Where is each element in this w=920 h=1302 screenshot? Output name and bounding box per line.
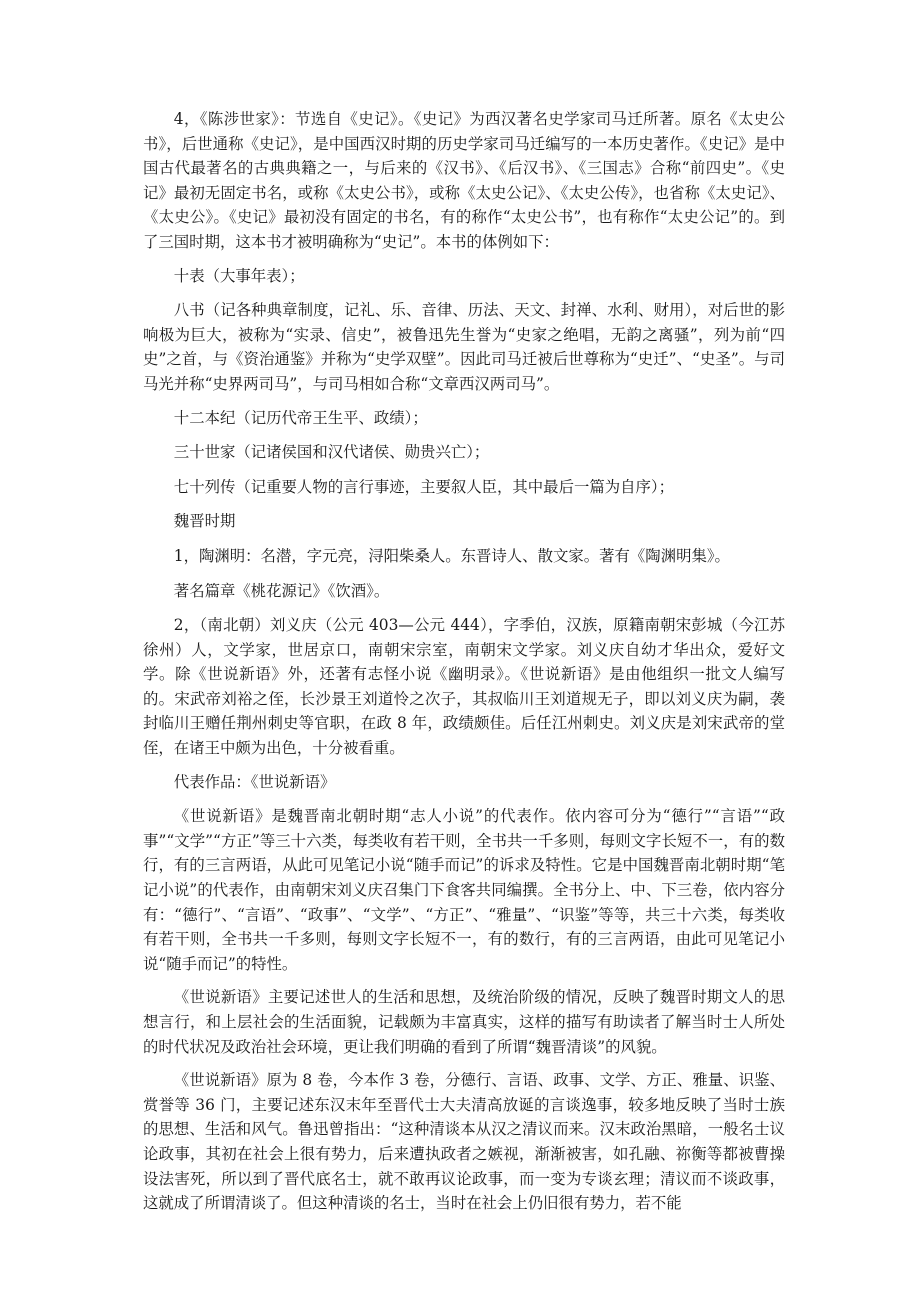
document-body [143, 107, 785, 1225]
paragraph-shi-biao: 十表（大事年表）； [173, 266, 305, 285]
paragraph-famous-works: 著名篇章《桃花源记》《饮酒》。 [173, 581, 390, 600]
paragraph-tao-yuanming: 1，陶渊明：名潜，字元亮，浔阳柴桑人。东晋诗人、散文家。著有《陶渊明集》。 [173, 546, 730, 565]
paragraph-shishuo-volumes: 《世说新语》原为 8 卷，今本作 3 卷，分德行、言语、政事、文学、方正、雅量、识鉴、赏誉等 36 门，主要记述东汉末年至晋代士大夫清高放诞的言谈逸事，较多地反映了当时士族的思想、生活和风气。鲁迅曾指出：“这种清谈本从汉之清议而来。汉末政治黑暗，一般名士议论政事，其初在社会上很有势力，后来遭执政者之嫉视，渐渐被害，如孔融、祢衡等都被曹操设法害死，所以到了晋代底名士，就不敢再议论政事，而一变为专谈玄理；清议而不谈政事，这就成了所谓清谈了。但这种清谈的名士，当时在社会上仍旧很有势力，若不能 [143, 1071, 785, 1213]
paragraph-ba-shu: 八书（记各种典章制度，记礼、乐、音律、历法、天文、封禅、水利、财用），对后世的影响极为巨大，被称为“实录、信史”，被鲁迅先生誉为“史家之绝唱，无韵之离骚”，列为前“四史”之首，与《资治通鉴》并称为“史学双壁”。因此司马迁被后世尊称为“史迁”、“史圣”。与司马光并称“史界两司马”，与司马相如合称“文章西汉两司马”。 [143, 301, 785, 393]
paragraph-liu-yiqing: 2，（南北朝）刘义庆（公元 403—公元 444），字季伯，汉族，原籍南朝宋彭城（今江苏徐州）人，文学家，世居京口，南朝宋宗室，南朝宋文学家。刘义庆自幼才华出众，爱好文学。除《世说新语》外，还著有志怪小说《幽明录》。《世说新语》是由他组织一批文人编写的。宋武帝刘裕之侄，长沙景王刘道怜之次子，其叔临川王刘道规无子，即以刘义庆为嗣，袭封临川王赠任荆州刺史等官职，在政 8 年，政绩颇佳。后任江州刺史。刘义庆是刘宋武帝的堂侄，在诸王中颇为出色，十分被看重。 [143, 616, 785, 758]
paragraph-shiji-intro: 4，《陈涉世家》：节选自《史记》。《史记》为西汉著名史学家司马迁所著。原名《太史公书》，后世通称《史记》，是中国西汉时期的历史学家司马迁编写的一本历史著作。《史记》是中国古代最著名的古典典籍之一，与后来的《汉书》、《后汉书》、《三国志》合称“前四史”。《史记》最初无固定书名，或称《太史公书》，或称《太史公记》、《太史公传》，也省称《太史记》、《太史公》。《史记》最初没有固定的书名，有的称作“太史公书”，也有称作“太史公记”的。到了三国时期，这本书才被明确称为“史记”。本书的体例如下： [143, 110, 785, 251]
paragraph-liezhuan: 七十列传（记重要人物的言行事迹，主要叙人臣，其中最后一篇为自序）； [173, 477, 674, 496]
section-heading-wei-jin: 魏晋时期 [173, 512, 236, 531]
paragraph-shijia: 三十世家（记诸侯国和汉代诸侯、勋贵兴亡）； [173, 443, 490, 462]
paragraph-benji: 十二本纪（记历代帝王生平、政绩）； [173, 408, 428, 427]
paragraph-shishuo-content: 《世说新语》主要记述世人的生活和思想，及统治阶级的情况，反映了魏晋时期文人的思想言行，和上层社会的生活面貌，记载颇为丰富真实，这样的描写有助读者了解当时士人所处的时代状况及政治社会环境，更让我们明确的看到了所谓“魏晋清谈”的风貌。 [143, 988, 785, 1056]
paragraph-shishuo-intro: 《世说新语》是魏晋南北朝时期“志人小说”的代表作。依内容可分为“德行”“言语”“政事”“文学”“方正”等三十六类，每类收有若干则，全书共一千多则，每则文字长短不一，有的数行，有的三言两语，从此可见笔记小说“随手而记”的诉求及特性。它是中国魏晋南北朝时期“笔记小说”的代表作，由南朝宋刘义庆召集门下食客共同编撰。全书分上、中、下三卷，依内容分有：“德行”、“言语”、“政事”、“文学”、“方正”、“雅量”、“识鉴”等等，共三十六类，每类收有若干则，全书共一千多则，每则文字长短不一，有的数行，有的三言两语，由此可见笔记小说“随手而记”的特性。 [143, 807, 785, 973]
paragraph-representative-work: 代表作品：《世说新语》 [173, 772, 336, 791]
